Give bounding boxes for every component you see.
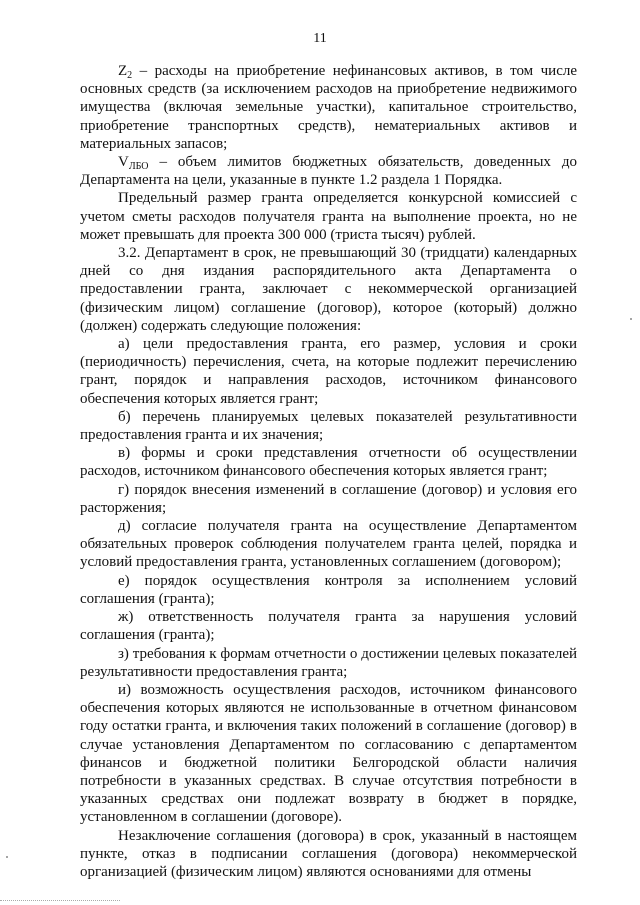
scan-speck — [630, 318, 632, 320]
v-subscript: ЛБО — [128, 161, 149, 173]
section-3-2-paragraph: 3.2. Департамент в срок, не превышающий 30 (тридцати) календарных дней со дня издания распорядительного акта Департамента о предоставлении гранта, заключает с некоммерческой организацией (физическим лицом) соглашение (договор), которое (который) должно (должен) содержать следующие положения: — [80, 245, 577, 334]
list-item-g: г) порядок внесения изменений в соглашение (договор) и условия его расторжения; — [80, 481, 577, 516]
z2-subscript: 2 — [127, 70, 133, 81]
z2-text: – расходы на приобретение нефинансовых активов, в том числе основных средств (за исключением расходов на приобретение недвижимого имущества (включая земельные участки), капитальное строительство, приобретение транспортных средств), нематериальных активов и материальных запасов; — [80, 63, 577, 152]
list-item-d: д) согласие получателя гранта на осуществление Департаментом обязательных проверок соблюдения получателем гранта целей, порядка и условий предоставления гранта, установленных соглашением (договором); — [80, 518, 577, 571]
list-item-b: б) перечень планируемых целевых показателей результативности предоставления гранта и их значения; — [80, 408, 577, 444]
v-definition — [80, 153, 577, 189]
z2-definition — [80, 62, 577, 153]
list-item-zh: ж) ответственность получателя гранта за нарушения условий соглашения (гранта); — [80, 609, 577, 644]
list-item-v: в) формы и сроки представления отчетности об осуществлении расходов, источником финансового обеспечения которых является грант; — [80, 445, 577, 480]
scan-edge-mark — [0, 900, 120, 904]
scan-speck — [6, 856, 8, 858]
list-item-i: и) возможность осуществления расходов, источником финансового обеспечения которых являются не использованные в отчетном финансовом году остатки гранта, и включения таких положений в соглашение (договор) в случае установления Департаментом по согласованию с департаментом финансов и бюджетной политики Белгородской области наличия потребности в указанных средствах. В случае отсутствия потребности в указанных средствах они подлежат возврату в бюджет в порядке, установленном в соглашении (договоре). — [80, 681, 577, 826]
list-item-a: а) цели предоставления гранта, его размер, условия и сроки (периодичность) перечисления, счета, на которые подлежит перечислению грант, порядок и направления расходов, источником финансового обеспечения которых является грант; — [80, 336, 577, 407]
page-number: 11 — [313, 31, 327, 46]
list-item-z: з) требования к формам отчетности о достижении целевых показателей результативности предоставления гранта; — [80, 645, 577, 680]
v-symbol: V — [118, 154, 129, 171]
list-item-e: е) порядок осуществления контроля за исполнением условий соглашения (гранта); — [80, 572, 577, 607]
v-text: – объем лимитов бюджетных обязательств, доведенных до Департамента на цели, указанные в пункте 1.2 раздела 1 Порядка. — [80, 154, 577, 189]
document-body — [80, 62, 577, 881]
non-conclusion-paragraph: Незаключение соглашения (договора) в срок, указанный в настоящем пункте, отказ в подписании соглашения (договора) некоммерческой организацией (физическим лицом) являются основаниями для отмены — [80, 827, 577, 880]
z2-symbol: Z — [118, 63, 128, 79]
max-grant-paragraph: Предельный размер гранта определяется конкурсной комиссией с учетом сметы расходов получателя гранта на выполнение проекта, но не может превышать для проекта 300 000 (триста тысяч) рублей. — [80, 190, 577, 243]
